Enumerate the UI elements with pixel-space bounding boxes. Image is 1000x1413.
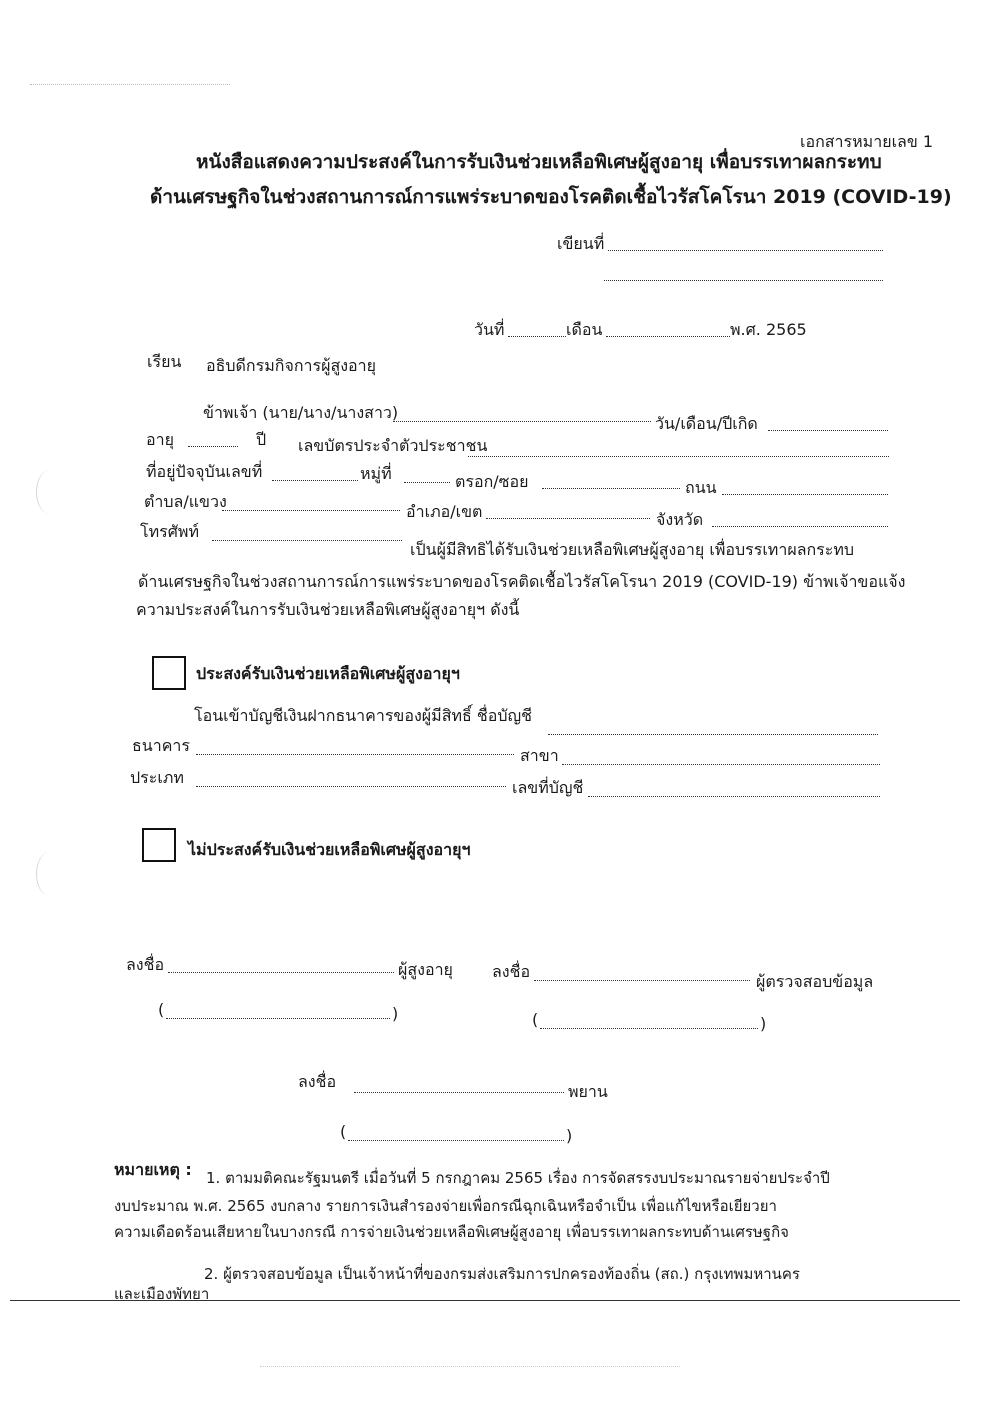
district-field[interactable] xyxy=(486,518,650,519)
witness-signature-field[interactable] xyxy=(354,1092,564,1093)
remarks-line3: ความเดือดร้อนเสียหายในบางกรณี การจ่ายเงินช่วยเหลือพิเศษผู้สูงอายุ เพื่อบรรเทาผลกระทบด้านเศรษฐกิจ xyxy=(114,1223,789,1241)
punch-hole-bottom xyxy=(36,852,63,896)
remarks-line1: 1. ตามมติคณะรัฐมนตรี เมื่อวันที่ 5 กรกฎาคม 2565 เรื่อง การจัดสรรงบประมาณรายจ่ายประจำปี xyxy=(206,1169,830,1187)
bank-label: ธนาคาร xyxy=(132,736,190,755)
verifier-signature-field[interactable] xyxy=(534,980,750,981)
entitlement-text-line2: ด้านเศรษฐกิจในช่วงสถานการณ์การแพร่ระบาดของโรคติดเชื้อไวรัสโคโรนา 2019 (COVID-19) ข้าพเจ้าขอแจ้ง xyxy=(138,572,906,591)
bank-field[interactable] xyxy=(196,754,514,755)
verifier-title-label: ผู้ตรวจสอบข้อมูล xyxy=(756,972,874,991)
province-label: จังหวัด xyxy=(656,510,704,529)
province-field[interactable] xyxy=(712,526,888,527)
phone-field[interactable] xyxy=(212,540,402,541)
witness-paren-open: ( xyxy=(340,1122,347,1141)
district-label: อำเภอ/เขต xyxy=(406,502,483,521)
branch-label: สาขา xyxy=(520,746,559,765)
document-number: เอกสารหมายเลข 1 xyxy=(800,132,934,151)
entitlement-text-line3: ความประสงค์ในการรับเงินช่วยเหลือพิเศษผู้สูงอายุฯ ดังนี้ xyxy=(136,600,520,619)
written-at-label: เขียนที่ xyxy=(557,234,605,253)
verifier-paren-open: ( xyxy=(532,1010,539,1029)
witness-paren-close: ) xyxy=(566,1126,573,1145)
footer-rule xyxy=(10,1300,960,1301)
page-title-line2: ด้านเศรษฐกิจในช่วงสถานการณ์การแพร่ระบาดของโรคติดเชื้อไวรัสโคโรนา 2019 (COVID-19) xyxy=(150,186,952,208)
dob-label: วัน/เดือน/ปีเกิด xyxy=(655,414,758,433)
alley-field[interactable] xyxy=(542,488,680,489)
transfer-label: โอนเข้าบัญชีเงินฝากธนาคารของผู้มีสิทธิ์ ชื่อบัญชี xyxy=(194,706,532,725)
option-no-checkbox[interactable] xyxy=(142,828,176,862)
remarks-line4: 2. ผู้ตรวจสอบข้อมูล เป็นเจ้าหน้าที่ของกรมส่งเสริมการปกครองท้องถิ่น (สถ.) กรุงเทพมหานคร xyxy=(204,1265,800,1283)
account-type-label: ประเภท xyxy=(130,768,184,787)
moo-field[interactable] xyxy=(404,482,450,483)
remarks-line5: และเมืองพัทยา xyxy=(114,1285,210,1303)
subdistrict-field[interactable] xyxy=(222,510,400,511)
punch-hole-top xyxy=(36,470,63,514)
dob-field[interactable] xyxy=(768,430,888,431)
elder-name-field[interactable] xyxy=(166,1018,390,1019)
moo-label: หมู่ที่ xyxy=(360,464,392,483)
scan-noise-bottom xyxy=(260,1366,680,1367)
id-card-label: เลขบัตรประจำตัวประชาชน xyxy=(298,436,488,455)
date-month-field[interactable] xyxy=(606,336,730,337)
id-card-field[interactable] xyxy=(468,456,889,457)
salutation-recipient: อธิบดีกรมกิจการผู้สูงอายุ xyxy=(206,356,376,375)
alley-label: ตรอก/ซอย xyxy=(455,472,529,491)
elder-signature-field[interactable] xyxy=(168,972,394,973)
account-number-label: เลขที่บัญชี xyxy=(512,778,584,797)
applicant-name-label: ข้าพเจ้า (นาย/นาง/นางสาว) xyxy=(203,403,399,422)
elder-paren-close: ) xyxy=(392,1004,399,1023)
account-number-field[interactable] xyxy=(588,796,880,797)
elder-sign-label: ลงชื่อ xyxy=(126,955,165,974)
address-number-label: ที่อยู่ปัจจุบันเลขที่ xyxy=(146,462,263,481)
road-field[interactable] xyxy=(722,494,888,495)
phone-label: โทรศัพท์ xyxy=(140,522,199,541)
scan-noise-top xyxy=(30,84,230,85)
branch-field[interactable] xyxy=(562,764,880,765)
date-day-label: วันที่ xyxy=(474,320,505,339)
option-yes-label: ประสงค์รับเงินช่วยเหลือพิเศษผู้สูงอายุฯ xyxy=(196,664,460,683)
account-name-field[interactable] xyxy=(548,734,878,735)
date-month-label: เดือน xyxy=(566,320,603,339)
witness-sign-label: ลงชื่อ xyxy=(298,1072,337,1091)
date-year-label: พ.ศ. 2565 xyxy=(730,320,807,339)
witness-title-label: พยาน xyxy=(568,1082,608,1101)
address-number-field[interactable] xyxy=(272,480,358,481)
years-label: ปี xyxy=(256,430,267,449)
verifier-name-field[interactable] xyxy=(540,1028,758,1029)
witness-name-field[interactable] xyxy=(348,1140,564,1141)
option-yes-checkbox[interactable] xyxy=(152,656,186,690)
age-label: อายุ xyxy=(146,430,174,449)
remarks-line2: งบประมาณ พ.ศ. 2565 งบกลาง รายการเงินสำรองจ่ายเพื่อกรณีฉุกเฉินหรือจำเป็น เพื่อแก้ไขหรือเยียวยา xyxy=(114,1197,777,1215)
subdistrict-label: ตำบล/แขวง xyxy=(144,492,227,511)
verifier-paren-close: ) xyxy=(760,1014,767,1033)
written-at-field[interactable] xyxy=(608,250,883,251)
account-type-field[interactable] xyxy=(196,786,506,787)
applicant-name-field[interactable] xyxy=(393,421,651,422)
verifier-sign-label: ลงชื่อ xyxy=(492,962,531,981)
remarks-heading: หมายเหตุ : xyxy=(114,1160,192,1179)
option-no-label: ไม่ประสงค์รับเงินช่วยเหลือพิเศษผู้สูงอายุฯ xyxy=(188,840,471,859)
elder-title-label: ผู้สูงอายุ xyxy=(398,960,453,979)
written-at-field-2[interactable] xyxy=(604,280,883,281)
elder-paren-open: ( xyxy=(158,1000,165,1019)
entitlement-text-line1: เป็นผู้มีสิทธิได้รับเงินช่วยเหลือพิเศษผู้สูงอายุ เพื่อบรรเทาผลกระทบ xyxy=(410,540,855,559)
salutation-label: เรียน xyxy=(147,352,182,371)
road-label: ถนน xyxy=(685,478,717,497)
page-title-line1: หนังสือแสดงความประสงค์ในการรับเงินช่วยเหลือพิเศษผู้สูงอายุ เพื่อบรรเทาผลกระทบ xyxy=(196,151,882,173)
date-day-field[interactable] xyxy=(508,336,566,337)
age-field[interactable] xyxy=(188,446,238,447)
